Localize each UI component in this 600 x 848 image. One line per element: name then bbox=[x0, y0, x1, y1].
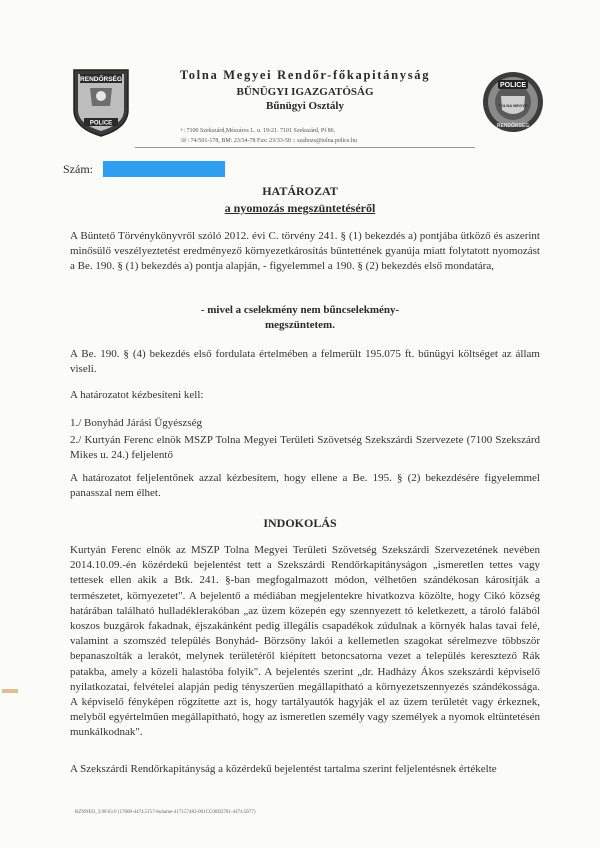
right-logo-center-text: TOLNA MEGYE bbox=[498, 103, 528, 108]
right-logo-bottom-text: RENDŐRSÉG bbox=[496, 123, 530, 129]
header-divider bbox=[135, 147, 475, 148]
footer-code: RZNNEO_3.90.63.0 (17000-4474.5157-buhame-417157483-001CC00D2781-4474.5677) bbox=[75, 810, 256, 815]
left-logo-top-text: RENDŐRSÉG bbox=[80, 76, 122, 83]
document-title: HATÁROZAT bbox=[262, 184, 338, 198]
directorate-name: BŰNÜGYI IGAZGATÓSÁG bbox=[236, 86, 374, 98]
delivery-label: A határozatot kézbesíteni kell: bbox=[70, 389, 204, 401]
police-round-logo bbox=[482, 70, 544, 134]
recipient-2: 2./ Kurtyán Ferenc elnök MSZP Tolna Megyei Területi Szövetség Szekszárdi Szervezete (7100 Szekszárd Mikes u. 24.) feljelentő bbox=[70, 434, 540, 462]
cost-paragraph: A Be. 190. § (4) bekezdés első fordulata értelmében a felmerült 195.075 ft. bűnügyi költséget az állam viseli. bbox=[70, 348, 540, 376]
number-label: Szám: bbox=[63, 162, 93, 176]
intro-paragraph: A Büntető Törvénykönyvről szóló 2012. évi C. törvény 241. § (1) bekezdés a) pontjába ütköző és aszerint minősülő veszélyeztetést eredményező környezetkárosítás bűntettének gyanúja miatt folytatott nyomozást a Be. 190. § (1) bekezdés a) pontja alapján, - figyelemmel a 190. § (2) bekezdés első mondatára, bbox=[70, 230, 540, 273]
redacted-number bbox=[103, 161, 225, 177]
police-badge-logo bbox=[70, 66, 132, 138]
document-subtitle: a nyomozás megszüntetéséről bbox=[224, 201, 376, 215]
department-name: Bűnügyi Osztály bbox=[266, 100, 344, 112]
right-logo-top-text: POLICE bbox=[499, 82, 527, 89]
organization-name: Tolna Megyei Rendőr-főkapitányság bbox=[179, 68, 431, 82]
left-logo-bottom-text: POLICE bbox=[89, 120, 113, 127]
reasoning-title: INDOKOLÁS bbox=[263, 516, 337, 530]
recipient-1: 1./ Bonyhád Járási Ügyészség bbox=[70, 417, 202, 429]
decision-line-1: - mivel a cselekmény nem bűncselekmény- bbox=[200, 304, 400, 316]
appeal-paragraph: A határozatot feljelentőnek azzal kézbesítem, hogy ellene a Be. 195. § (2) bekezdésére figyelemmel panasszal nem élhet. bbox=[70, 472, 540, 500]
final-paragraph: A Szekszárdi Rendőrkapitányság a közérdekű bejelentést tartalma szerint feljelentésnek értékelte bbox=[70, 763, 497, 775]
address-line: +: 7100 Szekszárd,Mészáros L. u. 19-21. 7101 Szekszárd, Pf 86. bbox=[180, 128, 336, 134]
reasoning-paragraph: Kurtyán Ferenc elnök az MSZP Tolna Megyei Területi Szövetség Szekszárdi Szervezetének nevében 2014.10.09.-én közérdekű bejelentést tett a Szekszárdi Rendőrkapitányságon „ismeretlen tettes vagy tettesek ellen akik a Btk. 241. §-ban megfogalmazott módon, vélhetően szándékosan károsítják a természetet, környezetet". A bejelentő a médiában megjelentekre hivatkozva közölte, hogy Cikó község határában található hulladéklerakóban „az üzem közepén egy szennyezett tó keletkezett, a tároló falából koszos buzgárok fakadnak, éjszakánként pedig illegális csapadékok zúdulnak a környék halas tavai felé, valamint a szomszéd település Bonyhád- Börzsöny lakói a kellemetlen szagokat sérelmezve többször bepanaszolták a lerakót, melynek területéről kiépített betoncsatorna vezet a település keresztező Rák patakba, amely a közeli halastóba folyik". A bejelentés szerint „dr. Hadházy Ákos szekszárdi képviselő nyilatkozatai, felvételei alapján pedig tényszerűen megállapítható a környezetszennyezés szándékossága. A képviselő fényképen rögzítette azt is, hogy tartályautók hagyják el az üzem területét vagy érkeznek, melyből egyértelműen megállapítható, hogy az ismeretlen személy vagy személyek a nyomok eltüntetésén munkálkodnak". bbox=[70, 544, 540, 739]
contact-line: ☏: 74/501-178, BM: 23/34-78 Fax: 23/33-50 :: szabozs@tolna.police.hu bbox=[180, 138, 358, 144]
decision-line-2: megszüntetem. bbox=[265, 319, 335, 331]
margin-mark bbox=[2, 689, 18, 693]
